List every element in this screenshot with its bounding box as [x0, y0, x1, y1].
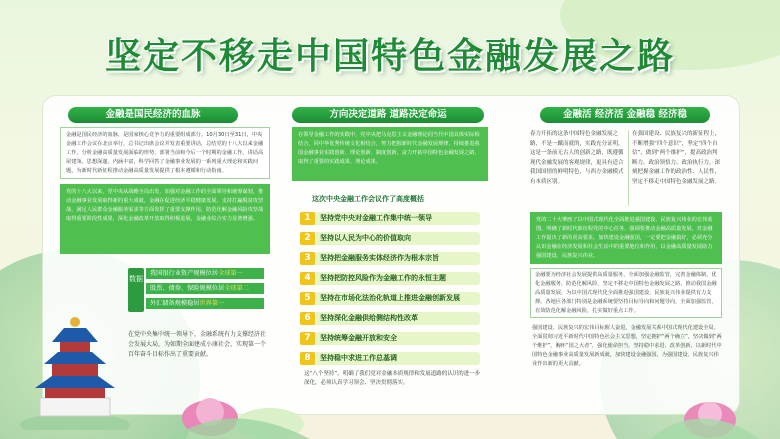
principle-text: 坚持党中央对金融工作集中统一领导 — [320, 214, 432, 222]
right-col2: 在强国建设、民族复兴的新征程上，不断增强“四个意识”，坚定“四个自信”，做到“两个维护”，提高政治判断力、政治领悟力、政治执行力，深刻把握金融工作的政治性、人民性，坚定不移走中国特色金融发展之路。 — [632, 131, 721, 185]
principle-item-7 — [300, 332, 480, 345]
middle-section-header: 方向决定道路 道路决定命运 — [292, 107, 484, 123]
item-number: 5 — [300, 292, 315, 305]
flower-decoration-right — [650, 380, 760, 439]
principle-item-5 — [300, 292, 480, 305]
item-number: 7 — [300, 332, 315, 345]
principle-text: 坚持把金融服务实体经济作为根本宗旨 — [320, 254, 439, 262]
page-title: 坚定不移走中国特色金融发展之路 — [104, 35, 675, 77]
item-number: 3 — [300, 252, 315, 265]
temple-illustration — [20, 280, 130, 430]
left-green-box: 党的十八大以来，党中央从战略全局出发，加强对金融工作的全面领导和统筹谋划，推动金融事业发展取得新的重大成就，金融在促进经济平稳健康发展、支持打赢脱贫攻坚战、满足人民群众金融服务需求等方面发挥了重要支撑作用，防范化解金融风险攻坚战取得重要阶段性成果，深化金融改革开放取得积极进展，金融业综合实力显著增强。 — [60, 184, 270, 254]
key-row-2: 股票、债券、保险规模位居全球第二 — [146, 283, 264, 294]
item-number: 6 — [300, 312, 315, 325]
item-number: 2 — [300, 232, 315, 245]
key-row-1: 我国银行业资产规模位居全球第一 — [146, 268, 264, 279]
principle-text: 坚持以人民为中心的价值取向 — [320, 234, 411, 242]
principle-item-4 — [300, 272, 480, 285]
principle-item-6 — [300, 312, 480, 325]
left-section-header: 金融是国民经济的血脉 — [68, 107, 238, 123]
principle-text: 坚持把防控风险作为金融工作的永恒主题 — [320, 274, 446, 282]
right-section-header: 金融活 经济活 金融稳 经济稳 — [540, 107, 710, 123]
key-row-3: 外汇储备规模稳居世界第一 — [146, 298, 264, 309]
left-paragraph-3: 在党中央集中统一领导下，金融系统有力支撑经济社会发展大局，为如期全面建成小康社会、实现第一个百年奋斗目标作出了重要贡献。 — [128, 331, 267, 358]
left-paragraph-1: 金融是国民经济的血脉，是国家核心竞争力的重要组成部分。10月30日至31日，中央金融工作会议在北京举行，总书记出席会议并发表重要讲话，总结党的十八大以来金融工作，分析金融高质量发展面临的形势，部署当前和今后一个时期的金融工作。讲话高屋建瓴、思想深邃、内涵丰富，科学回答了金融事业发展的一系列重大理论和实践问题，为新时代新征程推动金融高质量发展提供了根本遵循和行动指南。 — [66, 132, 264, 174]
principle-text: 坚持深化金融供给侧结构性改革 — [320, 314, 418, 322]
middle-intro-box: 在领导金融工作的实践中，党中央把马克思主义金融理论同当代中国具体实际相结合，同中华优秀传统文化相结合，努力把握新时代金融发展规律，持续推进我国金融事业实践创新、理论创新、制度创新，奋力开拓中国特色金融发展之路，取得了重要的实践成果、理论成果。 — [292, 127, 488, 181]
principle-item-2 — [300, 232, 480, 245]
principle-item-1 — [300, 212, 480, 225]
flower-decoration — [170, 378, 310, 439]
item-number: 8 — [300, 352, 315, 365]
right-paragraph-4: 强国建设、民族复兴的宏伟目标催人奋进，金融发展关系中国式现代化建设全局。全面贯彻习近平新时代中国特色社会主义思想，坚定拥护“两个确立”，坚决做到“两个维护”，胸怀“国之大者”，强化使命担当，坚持稳中求进、改革创新，以新时代中国特色金融事业高质量发展新成就，加快建设金融强国，为强国建设、民族复兴伟业作出新的更大贡献。 — [532, 325, 722, 367]
data-badge: 数据 — [128, 268, 144, 312]
principle-item-3 — [300, 252, 480, 265]
principle-text: 坚持在市场化法治化轨道上推进金融创新发展 — [320, 294, 460, 302]
middle-subtitle: 这次中央金融工作会议作了高度概括 — [312, 195, 424, 203]
item-number: 1 — [300, 212, 315, 225]
principle-text: 坚持稳中求进工作总基调 — [320, 354, 397, 362]
right-paragraph-3: 金融要为经济社会发展提供高质量服务，全面加强金融监管，完善金融体制，优化金融服务，防范化解风险，坚定不移走中国特色金融发展之路，推动我国金融高质量发展，为以中国式现代化全面推进强国建设、民族复兴伟业提供有力支撑。各地区各部门特别是金融系统要坚持目标导向和问题导向，全面加强监管，有效防范化解金融风险，扎实做好重点工作。 — [535, 272, 717, 314]
item-number: 4 — [300, 272, 315, 285]
right-divider — [628, 130, 629, 206]
right-col1: 春力开拓的这条中国特色金融发展之路，不是一蹴而就的，实践充分证明，这是一条前无古人的创新之路，既遵循现代金融发展的客观规律，更具有适合我国国情的鲜明特色，与西方金融模式有本质区别。 — [530, 131, 624, 185]
right-green-box: 党的二十大擘画了以中国式现代化全面推进强国建设、民族复兴伟业的宏伟蓝图。明确了新时代新征程党的中心任务，强调要推动金融高质量发展。对金融工作提出了新的更高要求。加快建设金融强国，一定要把金融搞好，必须充分认识金融在经济发展和社会生活中的重要地位和作用，以金融高质量发展助力强国建设、民族复兴伟业。 — [530, 212, 722, 264]
principle-text: 坚持统筹金融开放和安全 — [320, 334, 397, 342]
principle-item-8 — [300, 352, 480, 365]
middle-footer: 这“八个坚持”，明确了我们党对金融本质规律和发展道路的认识的进一步深化，必须认真学习领会、坚决贯彻落实。 — [304, 371, 481, 386]
